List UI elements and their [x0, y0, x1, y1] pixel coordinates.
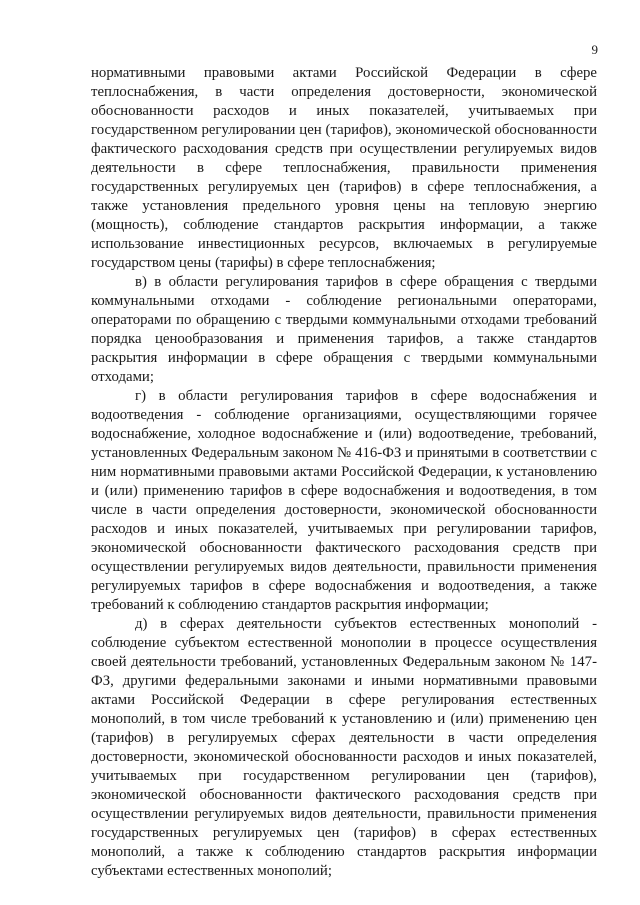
page-number: 9	[591, 42, 598, 57]
document-body	[91, 64, 597, 881]
paragraph-item-d: д) в сферах деятельности субъектов естественных монополий - соблюдение субъектом естественной монополии в процессе осуществления своей деятельности требований, установленных Федеральным законом № 147-ФЗ, другими федеральными законами и иными нормативными правовыми актами Российской Федерации в сфере регулирования естественных монополий, в том числе требований к установлению и (или) применению цен (тарифов) в регулируемых сферах деятельности в части определения достоверности, экономической обоснованности расходов и иных показателей, учитываемых при государственном регулировании цен (тарифов), экономической обоснованности фактического расходования средств при осуществлении регулируемых видов деятельности, правильности применения государственных регулируемых цен (тарифов) в сферах естественных монополий, а также к соблюдению стандартов раскрытия информации субъектами естественных монополий;	[91, 616, 597, 879]
paragraph-item-v: в) в области регулирования тарифов в сфере обращения с твердыми коммунальными отходами - соблюдение региональными операторами, операторами по обращению с твердыми коммунальными отходами требований порядка ценообразования и применения тарифов, а также стандартов раскрытия информации в сфере обращения с твердыми коммунальными отходами;	[91, 274, 597, 385]
paragraph-continuation: нормативными правовыми актами Российской Федерации в сфере теплоснабжения, в части определения достоверности, экономической обоснованности расходов и иных показателей, учитываемых при государственном регулировании цен (тарифов), экономической обоснованности фактического расходования средств при осуществлении регулируемых видов деятельности в сфере теплоснабжения, правильности применения государственных регулируемых цен (тарифов) в сфере теплоснабжения, а также установления предельного уровня цены на тепловую энергию (мощность), соблюдение стандартов раскрытия информации, а также использование инвестиционных ресурсов, включаемых в регулируемые государством цены (тарифы) в сфере теплоснабжения;	[91, 65, 597, 271]
paragraph-item-g: г) в области регулирования тарифов в сфере водоснабжения и водоотведения - соблюдение организациями, осуществляющими горячее водоснабжение, холодное водоснабжение и (или) водоотведение, требований, установленных Федеральным законом № 416-ФЗ и принятыми в соответствии с ним нормативными правовыми актами Российской Федерации, к установлению и (или) применению тарифов в сфере водоснабжения и водоотведения, в том числе в части определения достоверности, экономической обоснованности расходов и иных показателей, учитываемых при регулировании тарифов, экономической обоснованности фактического расходования средств при осуществлении регулируемых видов деятельности, правильности применения регулируемых тарифов в сфере водоснабжения и водоотведения, а также требований к соблюдению стандартов раскрытия информации;	[91, 388, 597, 613]
